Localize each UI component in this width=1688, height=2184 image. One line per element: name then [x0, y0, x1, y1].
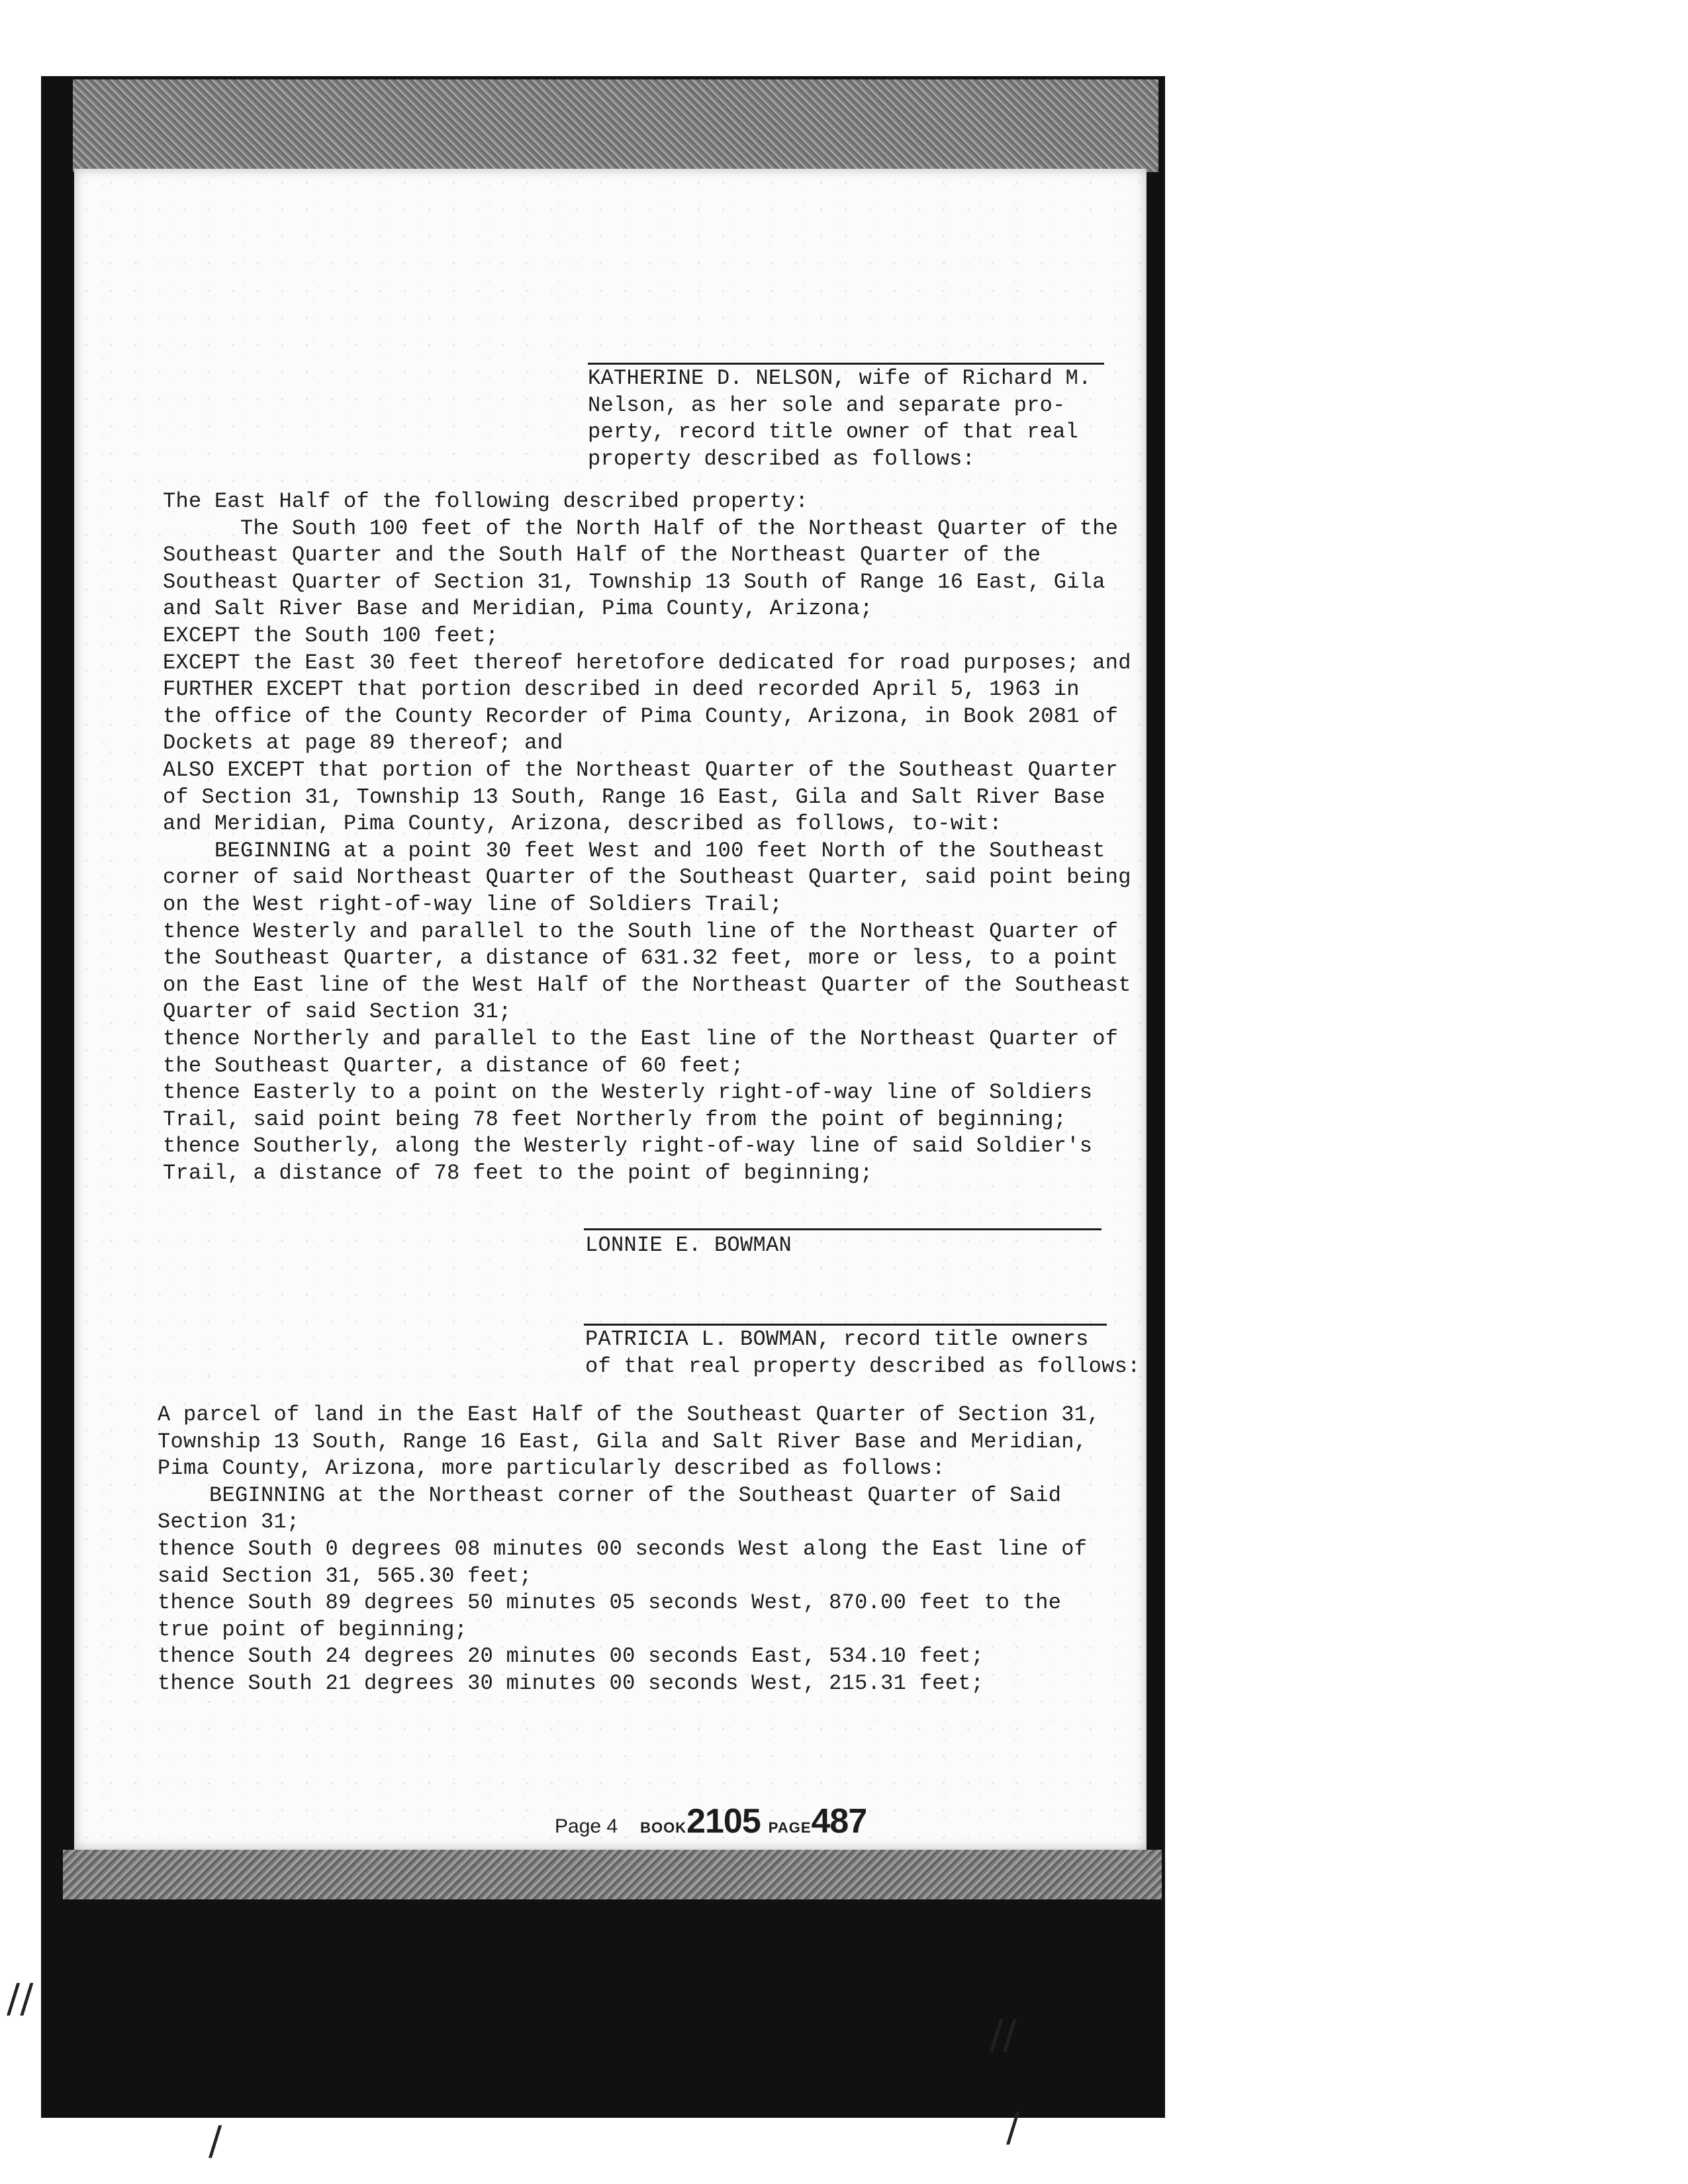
scan-mark: //: [7, 1976, 34, 2022]
description-line: thence Westerly and parallel to the South line of the Northeast Quarter of: [163, 919, 1119, 944]
scan-mark: /: [209, 2118, 222, 2164]
description-line: on the West right-of-way line of Soldiers Trail;: [163, 892, 783, 917]
description-line: EXCEPT the East 30 feet thereof heretofore dedicated for road purposes; and: [163, 650, 1131, 675]
owner-line: property described as follows:: [588, 446, 976, 471]
signer-lonnie-bowman: LONNIE E. BOWMAN: [585, 1233, 792, 1257]
page-number: Page 4: [555, 1815, 618, 1837]
description-line: The East Half of the following described property:: [163, 489, 809, 514]
description-line: on the East line of the West Half of the Northeast Quarter of the Southeast: [163, 972, 1131, 997]
description-line: thence Easterly to a point on the Westerly right-of-way line of Soldiers: [163, 1080, 1093, 1105]
description-line: Pima County, Arizona, more particularly described as follows:: [158, 1456, 945, 1481]
description-line: Section 31;: [158, 1510, 300, 1535]
description-line: thence Southerly, along the Westerly right-of-way line of said Soldier's: [163, 1134, 1093, 1159]
page-footer: [555, 1801, 867, 1841]
owner-line: KATHERINE D. NELSON, wife of Richard M.: [588, 366, 1092, 390]
book-number: 2105: [686, 1802, 761, 1841]
description-line: and Meridian, Pima County, Arizona, described as follows, to-wit:: [163, 811, 1002, 837]
description-line: the Southeast Quarter, a distance of 60 feet;: [163, 1053, 744, 1078]
owner-line: Nelson, as her sole and separate pro-: [588, 392, 1066, 418]
description-line: BEGINNING at the Northeast corner of the Southeast Quarter of Said: [158, 1482, 1062, 1508]
description-line: the Southeast Quarter, a distance of 631.32 feet, more or less, to a point: [163, 946, 1119, 971]
description-line: and Salt River Base and Meridian, Pima County, Arizona;: [163, 596, 873, 621]
description-line: thence South 24 degrees 20 minutes 00 seconds East, 534.10 feet;: [158, 1644, 984, 1669]
description-line: Southeast Quarter of Section 31, Township 13 South of Range 16 East, Gila: [163, 569, 1105, 594]
description-line: thence South 0 degrees 08 minutes 00 seconds West along the East line of: [158, 1537, 1088, 1561]
description-line: thence Northerly and parallel to the East line of the Northeast Quarter of: [163, 1026, 1119, 1051]
scan-noise-bottom: [63, 1850, 1162, 1899]
description-line: Trail, said point being 78 feet Northerly from the point of beginning;: [163, 1107, 1067, 1132]
description-line: Dockets at page 89 thereof; and: [163, 731, 563, 756]
description-line: said Section 31, 565.30 feet;: [158, 1563, 532, 1588]
owner-line: perty, record title owner of that real: [588, 420, 1079, 444]
book-label: BOOK: [640, 1819, 687, 1836]
description-line: The South 100 feet of the North Half of the Northeast Quarter of the: [163, 516, 1119, 541]
scan-mark: //: [990, 2012, 1017, 2058]
description-line: EXCEPT the South 100 feet;: [163, 623, 499, 648]
description-line: corner of said Northeast Quarter of the Southeast Quarter, said point being: [163, 865, 1131, 890]
owner-line: of that real property described as follows:: [585, 1353, 1141, 1379]
signature-rule: [588, 363, 1104, 365]
owner-line: PATRICIA L. BOWMAN, record title owners: [585, 1327, 1089, 1351]
description-line: true point of beginning;: [158, 1617, 468, 1642]
description-line: ALSO EXCEPT that portion of the Northeast Quarter of the Southeast Quarter: [163, 758, 1119, 782]
description-line: Township 13 South, Range 16 East, Gila and Salt River Base and Meridian,: [158, 1429, 1088, 1454]
description-line: thence South 89 degrees 50 minutes 05 seconds West, 870.00 feet to the: [158, 1590, 1062, 1615]
scan-mark: /: [1006, 2105, 1020, 2151]
signature-rule: [584, 1324, 1107, 1326]
description-line: FURTHER EXCEPT that portion described in deed recorded April 5, 1963 in: [163, 677, 1080, 702]
page-stamp-number: 487: [811, 1802, 867, 1841]
description-line: Southeast Quarter and the South Half of the Northeast Quarter of the: [163, 543, 1041, 568]
description-line: of Section 31, Township 13 South, Range 16 East, Gila and Salt River Base: [163, 784, 1105, 809]
scan-noise-top: [73, 79, 1158, 172]
description-line: thence South 21 degrees 30 minutes 00 seconds West, 215.31 feet;: [158, 1671, 984, 1696]
description-line: Trail, a distance of 78 feet to the point of beginning;: [163, 1161, 873, 1185]
signature-rule: [584, 1228, 1102, 1230]
description-line: BEGINNING at a point 30 feet West and 100 feet North of the Southeast: [163, 838, 1105, 863]
description-line: the office of the County Recorder of Pima County, Arizona, in Book 2081 of: [163, 704, 1119, 729]
page-label: PAGE: [768, 1819, 812, 1836]
description-line: Quarter of said Section 31;: [163, 999, 512, 1024]
description-line: A parcel of land in the East Half of the Southeast Quarter of Section 31,: [158, 1402, 1100, 1427]
